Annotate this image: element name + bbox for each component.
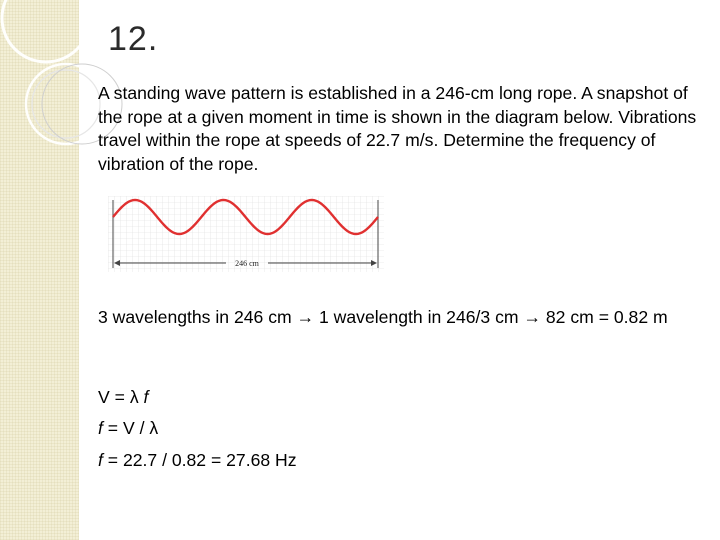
eq1-f: f: [143, 387, 149, 407]
standing-wave-diagram: [108, 196, 384, 272]
equation-wave-speed: [98, 387, 148, 408]
equation-result: [98, 450, 297, 471]
length-label: 246 cm: [235, 259, 259, 268]
eq1-v: V: [98, 387, 110, 407]
slide-title: 12.: [108, 20, 159, 58]
eq1-lambda: λ: [129, 387, 139, 407]
eq2-lambda: λ: [149, 418, 159, 438]
eq1-equals: =: [114, 387, 125, 407]
eq2-f: f: [98, 418, 103, 438]
eq2-slash: /: [139, 418, 145, 438]
eq2-v: V: [122, 418, 135, 438]
equation-frequency-form: [98, 418, 158, 439]
eq3-f: f: [98, 450, 103, 470]
problem-statement: A standing wave pattern is established in a 246-cm long rope. A snapshot of the rope at a given moment in time is shown in the diagram below. Vibrations travel within the rope at speeds of 22.7 m/s. Determine the frequency of vibration of the rope.: [98, 83, 697, 174]
eq3-result: = 22.7 / 0.82 = 27.68 Hz: [102, 450, 297, 470]
eq2-equals: =: [107, 418, 119, 438]
wavelength-calculation: 3 wavelengths in 246 cm → 1 wavelength in 246/3 cm → 82 cm = 0.82 m: [98, 307, 668, 327]
